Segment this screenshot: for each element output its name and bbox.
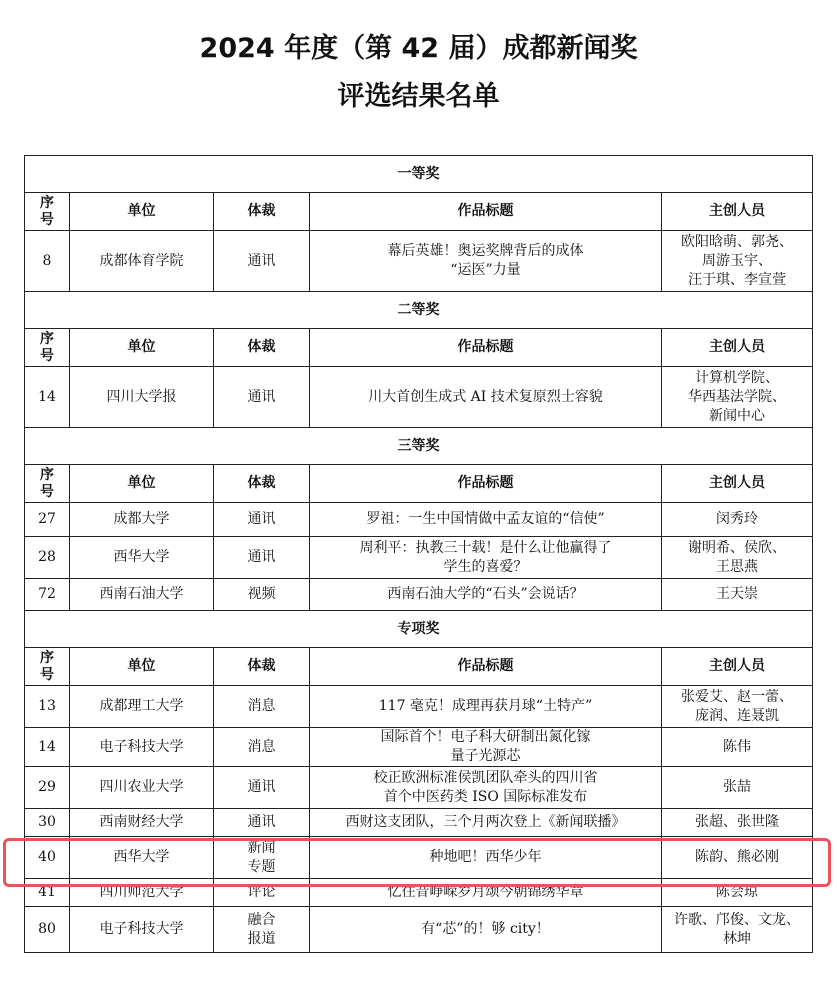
column-header-num: 序 号 (25, 465, 70, 503)
section-header-row (25, 156, 813, 193)
section-header-row (25, 611, 813, 648)
table-row (25, 367, 813, 428)
column-header-genre: 体裁 (214, 465, 310, 503)
cell-num: 13 (25, 686, 70, 728)
column-header-row (25, 329, 813, 367)
cell-unit: 西南财经大学 (70, 809, 214, 837)
cell-genre: 通讯 (214, 537, 310, 579)
cell-num: 30 (25, 809, 70, 837)
cell-work: 幕后英雄！奥运奖牌背后的成体 “运医”力量 (310, 231, 662, 292)
column-header-work: 作品标题 (310, 193, 662, 231)
cell-genre: 通讯 (214, 503, 310, 537)
results-table (24, 155, 813, 953)
column-header-row (25, 465, 813, 503)
cell-creators: 欧阳晗萌、郭尧、 周游玉宇、 汪于琪、李宣萱 (662, 231, 813, 292)
cell-work: 周利平：执教三十载！是什么让他赢得了 学生的喜爱？ (310, 537, 662, 579)
cell-work: 川大首创生成式 AI 技术复原烈士容貌 (310, 367, 662, 428)
column-header-creators: 主创人员 (662, 329, 813, 367)
cell-num: 72 (25, 579, 70, 611)
cell-genre: 融合 报道 (214, 907, 310, 953)
cell-creators: 陈会琼 (662, 879, 813, 907)
cell-num: 40 (25, 837, 70, 879)
table-row (25, 907, 813, 953)
cell-genre: 消息 (214, 728, 310, 767)
cell-work: 有“芯”的！够 city！ (310, 907, 662, 953)
column-header-genre: 体裁 (214, 648, 310, 686)
cell-work: 校正欧洲标准侯凯团队牵头的四川省 首个中医药类 ISO 国际标准发布 (310, 767, 662, 809)
cell-work: 罗祖：一生中国情做中孟友谊的“信使” (310, 503, 662, 537)
cell-work: 西财这支团队，三个月两次登上《新闻联播》 (310, 809, 662, 837)
column-header-work: 作品标题 (310, 648, 662, 686)
cell-num: 14 (25, 367, 70, 428)
cell-genre: 消息 (214, 686, 310, 728)
table-row (25, 579, 813, 611)
cell-unit: 成都理工大学 (70, 686, 214, 728)
table-row (25, 503, 813, 537)
column-header-work: 作品标题 (310, 465, 662, 503)
column-header-num: 序 号 (25, 648, 70, 686)
cell-num: 8 (25, 231, 70, 292)
cell-creators: 张超、张世隆 (662, 809, 813, 837)
cell-num: 28 (25, 537, 70, 579)
cell-creators: 张喆 (662, 767, 813, 809)
cell-creators: 陈韵、熊必刚 (662, 837, 813, 879)
table-row (25, 686, 813, 728)
column-header-row (25, 193, 813, 231)
cell-creators: 计算机学院、 华西基法学院、 新闻中心 (662, 367, 813, 428)
cell-genre: 通讯 (214, 367, 310, 428)
section-header-row (25, 292, 813, 329)
cell-unit: 电子科技大学 (70, 728, 214, 767)
cell-work: 国际首个！电子科大研制出氮化镓 量子光源芯 (310, 728, 662, 767)
cell-genre: 通讯 (214, 231, 310, 292)
section-title: 三等奖 (25, 428, 813, 465)
cell-genre: 通讯 (214, 809, 310, 837)
column-header-unit: 单位 (70, 465, 214, 503)
cell-genre: 新闻 专题 (214, 837, 310, 879)
cell-unit: 成都体育学院 (70, 231, 214, 292)
table-row (25, 728, 813, 767)
cell-creators: 闵秀玲 (662, 503, 813, 537)
column-header-creators: 主创人员 (662, 648, 813, 686)
column-header-num: 序 号 (25, 329, 70, 367)
cell-unit: 成都大学 (70, 503, 214, 537)
cell-work: 117 毫克！成理再获月球“土特产” (310, 686, 662, 728)
table-row (25, 231, 813, 292)
cell-unit: 西华大学 (70, 837, 214, 879)
column-header-unit: 单位 (70, 329, 214, 367)
cell-unit: 四川师范大学 (70, 879, 214, 907)
section-title: 专项奖 (25, 611, 813, 648)
document-title: 2024 年度（第 42 届）成都新闻奖 (199, 33, 638, 64)
cell-genre: 视频 (214, 579, 310, 611)
cell-unit: 电子科技大学 (70, 907, 214, 953)
results-table-body (25, 156, 813, 953)
column-header-num: 序 号 (25, 193, 70, 231)
table-row (25, 537, 813, 579)
cell-creators: 陈伟 (662, 728, 813, 767)
cell-work: 忆往昔峥嵘岁月颂今朝锦绣华章 (310, 879, 662, 907)
section-title: 二等奖 (25, 292, 813, 329)
cell-num: 14 (25, 728, 70, 767)
cell-creators: 谢明希、侯欣、 王思燕 (662, 537, 813, 579)
cell-work: 西南石油大学的“石头”会说话？ (310, 579, 662, 611)
cell-num: 27 (25, 503, 70, 537)
cell-unit: 四川大学报 (70, 367, 214, 428)
cell-creators: 王天崇 (662, 579, 813, 611)
cell-genre: 评论 (214, 879, 310, 907)
cell-num: 41 (25, 879, 70, 907)
column-header-unit: 单位 (70, 193, 214, 231)
section-header-row (25, 428, 813, 465)
cell-creators: 张爱艾、赵一蕾、 庞润、连聂凯 (662, 686, 813, 728)
highlight-box (3, 838, 831, 887)
column-header-creators: 主创人员 (662, 193, 813, 231)
table-row (25, 767, 813, 809)
cell-genre: 通讯 (214, 767, 310, 809)
column-header-work: 作品标题 (310, 329, 662, 367)
column-header-row (25, 648, 813, 686)
cell-unit: 西南石油大学 (70, 579, 214, 611)
document-subtitle: 评选结果名单 (337, 81, 500, 112)
table-row (25, 809, 813, 837)
cell-num: 80 (25, 907, 70, 953)
cell-work: 种地吧！西华少年 (310, 837, 662, 879)
column-header-unit: 单位 (70, 648, 214, 686)
section-title: 一等奖 (25, 156, 813, 193)
cell-unit: 西华大学 (70, 537, 214, 579)
cell-creators: 许歌、邝俊、文龙、 林坤 (662, 907, 813, 953)
column-header-creators: 主创人员 (662, 465, 813, 503)
column-header-genre: 体裁 (214, 329, 310, 367)
cell-num: 29 (25, 767, 70, 809)
cell-unit: 四川农业大学 (70, 767, 214, 809)
column-header-genre: 体裁 (214, 193, 310, 231)
